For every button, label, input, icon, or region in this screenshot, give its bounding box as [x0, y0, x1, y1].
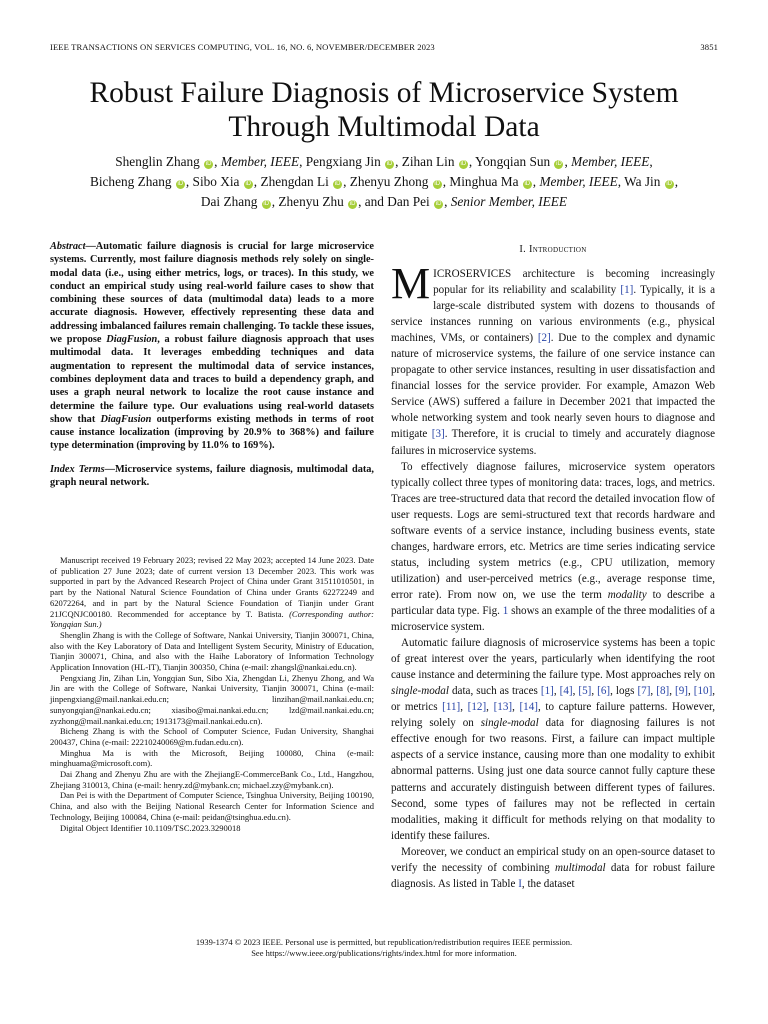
index-terms-label: Index Terms	[50, 463, 105, 475]
orcid-icon[interactable]: iD	[245, 181, 252, 187]
footnote-affiliation: Dai Zhang and Zhenyu Zhu are with the ZhejiangE-CommerceBank Co., Ltd., Hangzhou, Zhejiang 310013, China (e-mail: henry.zd@mybank.cn; michael.zzy@mybank.cn).	[50, 769, 374, 790]
left-column	[50, 240, 374, 489]
index-terms-text: —Microservice systems, failure diagnosis, multimodal data, graph neural network.	[50, 463, 374, 489]
author-affiliation-suffix: ,	[271, 194, 279, 209]
footnote-affiliation: Minghua Ma is with the Microsoft, Beijing 100080, China (e-mail: minghuama@microsoft.com).	[50, 747, 374, 769]
author-name: Dan Pei	[387, 194, 430, 209]
author-affiliation-suffix: ,	[674, 174, 679, 189]
citation-link[interactable]: [11]	[442, 701, 461, 714]
author-affiliation-suffix: , and	[358, 194, 388, 209]
author-name: Yongqian Sun	[475, 154, 551, 169]
table-link[interactable]: I	[518, 877, 522, 890]
orcid-icon[interactable]: iD	[263, 201, 270, 207]
intro-body	[391, 259, 716, 892]
section-heading	[391, 244, 715, 255]
intro-paragraph-2: To effectively diagnose failures, microservice system operators typically collect three types of monitoring data: traces, logs, and metrics. Traces are tree-structured data that record the detailed invocation flow of user requests. Logs are semi-structured text that records hardware and software events of a service instance, including business events, state changes, hardware errors, etc. Metrics are time series indicating service status, including system metrics (e.g., CPU utilization, memory utilization) and user-perceived metrics (e.g., average response time, error rate). From now on, we use the term modality to describe a particular data type. Fig. 1 shows an example of the three modalities of a microservice system.	[391, 460, 715, 634]
citation-link[interactable]: [7]	[637, 685, 651, 698]
author-affiliation-suffix: , Member, IEEE,	[214, 154, 306, 169]
running-header	[50, 42, 718, 52]
drop-cap: M	[391, 259, 431, 308]
orcid-icon[interactable]: iD	[556, 161, 562, 167]
author-affiliation-suffix: , Member, IEEE,	[564, 154, 653, 169]
author-name: Bicheng Zhang	[89, 174, 172, 189]
author-affiliation-suffix: ,	[253, 174, 261, 189]
citation-link[interactable]: [1]	[540, 685, 554, 698]
orcid-icon[interactable]: iD	[386, 161, 393, 167]
author-name: Zhengdan Li	[260, 174, 329, 189]
journal-name: IEEE TRANSACTIONS ON SERVICES COMPUTING, VOL. 16, NO. 6, NOVEMBER/DECEMBER 2023	[50, 42, 435, 52]
orcid-icon[interactable]: iD	[334, 181, 341, 187]
index-terms	[50, 463, 374, 490]
footnote-affiliation: Bicheng Zhang is with the School of Computer Science, Fudan University, Shanghai 200437, China (e-mail: 22210240069@m.fudan.edu.cn).	[50, 726, 374, 747]
citation-link[interactable]: [10]	[693, 685, 713, 698]
paper-title	[40, 76, 728, 144]
intro-paragraph-3: Automatic failure diagnosis of microservice systems has been a topic of great interest over the years, particularly when identifying the root cause instance and determining the failure type. Most approaches rely on single-modal data, such as traces [1], [4], [5], [6], logs [7], [8], [9], [10], or metrics [11], [12], [13], [14], to capture failure patterns. However, relying solely on single-modal data for diagnosing failures is not effective enough for two reasons. First, a failure can impact multiple aspects of a service instance, causing more than one modality to exhibit abnormal patterns. Using just one data source cannot fully capture these patterns and accurately distinguish between different types of failures. Second, some types of failures may not be reflected in certain modalities, making it difficult for methods relying on that modality to identify these failures.	[391, 637, 716, 842]
author-affiliation-suffix: , Member, IEEE,	[532, 174, 625, 189]
citation-link[interactable]: [4]	[559, 685, 573, 698]
orcid-icon[interactable]: iD	[524, 181, 531, 187]
orcid-icon[interactable]: iD	[460, 161, 467, 167]
abstract	[50, 240, 374, 453]
right-column	[391, 244, 715, 892]
author-affiliation-suffix: ,	[468, 154, 476, 169]
author-name: Pengxiang Jin	[305, 154, 381, 169]
orcid-icon[interactable]: iD	[666, 181, 673, 187]
page-number: 3851	[700, 42, 718, 52]
intro-paragraph-1-text: ICROSERVICES architecture is becoming increasingly popular for its reliability and scalability [1]. Typically, it is a large-scale distributed system with dozens to thousands of service instances running on various environments (e.g., physical machines, VMs, or containers) [2]. Due to the complex and dynamic nature of microservice systems, the failure of one service instance can propagate to other service instances, resulting in user dissatisfaction and financial losses for the service provider. For example, Amazon Web Service (AWS) suffered a failure in December 2021 that impacted the whole networking system and took nearly seven hours to diagnose and mitigate [3]. Therefore, it is crucial to timely and accurately diagnose failures in microservice systems.	[391, 268, 715, 457]
citation-link[interactable]: [13]	[493, 701, 513, 714]
footnote-doi: Digital Object Identifier 10.1109/TSC.2023.3290018	[60, 822, 241, 833]
footnote-affiliation: Dan Pei is with the Department of Computer Science, Tsinghua University, Beijing 100190, China, and also with the Beijing National Research Center for Information Science and Technology, Beijing 100084, China (e-mail: peidan@tsinghua.edu.cn).	[50, 790, 374, 822]
author-name: Shenglin Zhang	[115, 154, 200, 169]
footnotes	[50, 555, 374, 833]
figure-link[interactable]: 1	[502, 604, 509, 617]
abstract-label: Abstract	[50, 241, 86, 252]
author-name: Wa Jin	[624, 174, 661, 189]
section-title: Introduction	[528, 244, 587, 255]
author-affiliation-suffix: ,	[395, 154, 402, 169]
orcid-icon[interactable]: iD	[434, 181, 441, 187]
citation-link[interactable]: [9]	[675, 685, 688, 698]
section-number: I.	[519, 244, 529, 255]
copyright-notice	[50, 937, 718, 959]
title-line-1: Robust Failure Diagnosis of Microservice System	[89, 77, 679, 109]
orcid-icon[interactable]: iD	[177, 181, 184, 187]
author-name: Sibo Xia	[192, 174, 240, 189]
footnote-manuscript: Manuscript received 19 February 2023; revised 22 May 2023; accepted 14 June 2023. Date of publication 27 June 2023; date of current version 13 December 2023. This work was supported in part by the Advanced Research Project of China under Grant 31511010501, in part by the National Natural Science Foundation of China under Grants 62272249 and 62072264, and in part by the Natural Science Foundation of Tianjin under Grant 21JCQNJC00180. Recommended for acceptance by T. Batista. (Corresponding author: Yongqian Sun.)	[50, 555, 374, 630]
author-affiliation-suffix: ,	[185, 174, 193, 189]
copyright-line-2: See https://www.ieee.org/publications/rights/index.html for more information.	[251, 948, 517, 958]
author-name: Minghua Ma	[449, 174, 519, 189]
citation-link[interactable]: [5]	[578, 685, 592, 698]
author-affiliation-suffix: , Senior Member, IEEE	[444, 194, 568, 209]
orcid-icon[interactable]: iD	[435, 201, 442, 207]
orcid-icon[interactable]: iD	[349, 201, 356, 207]
citation-link[interactable]: [12]	[467, 701, 487, 714]
citation-link[interactable]: [14]	[519, 701, 538, 714]
intro-paragraph-4: Moreover, we conduct an empirical study on an open-source dataset to verify the necessity of combining multimodal data for robust failure diagnosis. As listed in Table I, the dataset	[391, 845, 715, 890]
citation-link[interactable]: [6]	[597, 685, 611, 698]
footnote-affiliation: Pengxiang Jin, Zihan Lin, Yongqian Sun, Sibo Xia, Zhengdan Li, Zhenyu Zhong, and Wa Jin are with the College of Software, Nankai University, Tianjin 300071, China (e-mail: jinpengxiang@mail.nankai.edu.cn; linzihan@mail.nankai.edu.cn; sunyongqian@nankai.edu.cn; xiasibo@mai.nankai.edu.cn; lzd@mail.nankai.edu.cn; zyzhong@mail.nankai.edu.cn; 1913173@mail.nankai.edu.cn).	[50, 672, 374, 726]
citation-link[interactable]: [2]	[537, 332, 551, 345]
author-affiliation-suffix: ,	[442, 174, 450, 189]
orcid-icon[interactable]: iD	[205, 161, 212, 167]
author-name: Zhenyu Zhu	[278, 194, 344, 209]
author-name: Dai Zhang	[200, 194, 258, 209]
author-list	[50, 152, 718, 212]
author-name: Zihan Lin	[401, 154, 455, 169]
copyright-line-1: 1939-1374 © 2023 IEEE. Personal use is permitted, but republication/redistribution requires IEEE permission.	[195, 937, 573, 947]
footnote-affiliation: Shenglin Zhang is with the College of Software, Nankai University, Tianjin 300071, China, also with the Key Laboratory of Data and Intelligent System Security, Ministry of Education, Tianjin 300071, China, and also with the Haihe Laboratory of Information Technology Application Innovation (HL-IT), Tianjin 300350, China (e-mail: zhangsl@nankai.edu.cn).	[50, 629, 374, 673]
citation-link[interactable]: [3]	[431, 428, 445, 441]
author-affiliation-suffix: ,	[343, 174, 350, 189]
title-line-2: Through Multimodal Data	[228, 111, 540, 143]
author-name: Zhenyu Zhong	[349, 174, 429, 189]
intro-paragraph-1	[391, 259, 715, 459]
abstract-text: —Automatic failure diagnosis is crucial for large microservice systems. Currently, most failure diagnosis methods rely solely on single-modal data (i.e., using either metrics, logs, or traces). In this study, we conduct an empirical study using real-world failure cases to show that combining these sources of data (multimodal data) leads to a more accurate diagnosis. However, effectively representing these data and addressing imbalanced failures remain challenging. To tackle these issues, we propose DiagFusion, a robust failure diagnosis approach that uses multimodal data. It leverages embedding techniques and data augmentation to represent the multimodal data of service instances, combines deployment data and traces to build a dependency graph, and uses a graph neural network to localize the root cause instance and determine the failure type. Our evaluations using real-world datasets show that DiagFusion outperforms existing methods in terms of root cause instance localization (improving by 20.9% to 368%) and failure type determination (improving by 11.0% to 169%).	[50, 241, 374, 452]
citation-link[interactable]: [1]	[620, 284, 634, 297]
citation-link[interactable]: [8]	[656, 685, 670, 698]
